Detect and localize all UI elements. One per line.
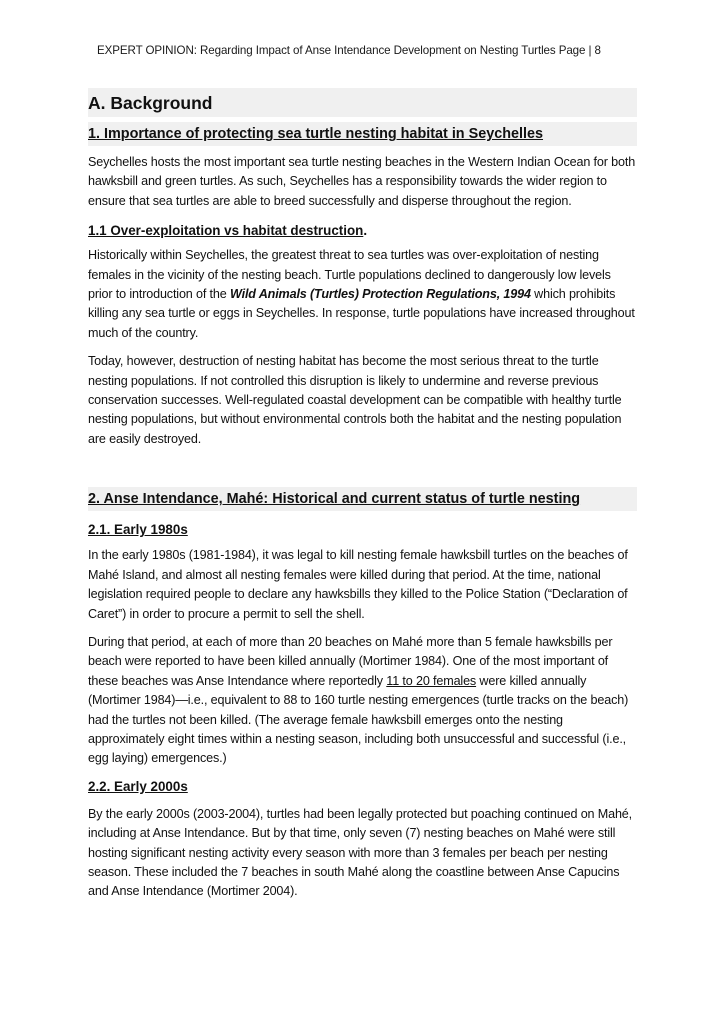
section-1-1-heading-text: 1.1 Over-exploitation vs habitat destruction [88,223,364,239]
section-1-1-paragraph-1-start: Historically within Seychelles, the greatest threat to sea turtles was over-exploitation of nesting females in the vicinity of the nesting beach. Turtle populations declined to dangerously low levels prior to introduction of the [88,248,611,302]
regulation-name: Wild Animals (Turtles) Protection Regulations, 1994 [229,287,531,302]
section-1-1-paragraph-2: Today, however, destruction of nesting habitat has become the most serious threat to the turtle nesting populations. If not controlled this disruption is likely to undermine and reverse previous conservation successes. Well-regulated coastal development can be compatible with healthy turtle nesting populations, but without environmental controls both the habitat and the nesting population are easily destroyed. [88,354,622,446]
section-2-1-paragraph-2 [88,633,637,769]
section-1-1-paragraph-1-end: which prohibits killing any sea turtle or eggs in Seychelles. In response, turtle populations have increased throughout much of the country. [88,287,635,340]
underlined-figure: 11 to 20 females [386,673,477,688]
section-2-1-paragraph-2-end: were killed annually (Mortimer 1984)—i.e., equivalent to 88 to 160 turtle nesting emergences (turtle tracks on the beach) had the turtles not been killed. (The average female hawksbill emerges onto the nesting approximately eight times within a nesting season, including both unsuccessful and successful (i.e., egg laying) emergences.) [88,673,629,766]
section-2-2-paragraph: By the early 2000s (2003-2004), turtles had been legally protected but poaching continued on Mahé, including at Anse Intendance. But by that time, only seven (7) nesting beaches on Mahé were still hosting significant nesting activity every season with more than 3 females per beach per nesting season. These included the 7 beaches in south Mahé along the coastline between Anse Capucins and Anse Intendance (Mortimer 2004). [88,806,633,899]
section-2-1-paragraph-1: In the early 1980s (1981-1984), it was legal to kill nesting female hawksbill turtles on the beaches of Mahé Island, and almost all nesting females were killed during that period. At the time, national legislation required people to declare any hawksbills they killed to the Police Station (“Declaration of Caret”) in order to procure a permit to sell the shell. [88,548,628,621]
section-a-heading: A. Background [88,88,637,117]
section-2-heading [88,487,637,511]
document-body [88,88,637,902]
section-1-heading [88,122,637,146]
section-2-1-heading: 2.1. Early 1980s [88,522,188,538]
section-1-heading-text: 1. Importance of protecting sea turtle nesting habitat in Seychelles [88,126,544,142]
section-1-1-paragraph-1 [88,246,637,343]
section-2-heading-text: 2. Anse Intendance, Mahé: Historical and current status of turtle nesting [88,491,581,508]
section-1-1-heading-period: . [363,223,368,239]
section-2-1-paragraph-2-start: During that period, at each of more than 20 beaches on Mahé more than 5 female hawksbills per beach were reported to have been killed annually (Mortimer 1984). One of the most important of these beaches was Anse Intendance where reportedly [88,634,613,688]
section-1-1-heading [88,220,637,242]
section-2-2-heading: 2.2. Early 2000s [88,778,188,794]
section-1-paragraph: Seychelles hosts the most important sea turtle nesting beaches in the Western Indian Ocean for both hawksbill and green turtles. As such, Seychelles has a responsibility towards the wider region to ensure that sea turtles are able to breed successfully and disperse throughout the region. [88,155,636,208]
page-header: EXPERT OPINION: Regarding Impact of Anse Intendance Development on Nesting Turtles Page | 8 [97,44,601,57]
